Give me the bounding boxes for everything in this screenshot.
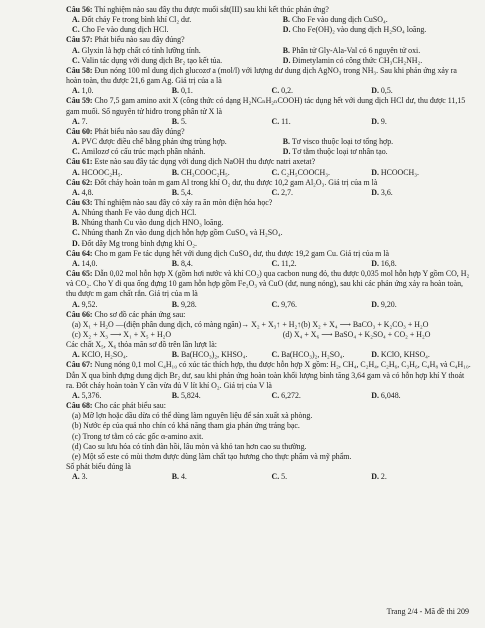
option-a[interactable]: A. HCOOC₂H₅. bbox=[72, 167, 123, 177]
question-block bbox=[66, 178, 471, 198]
option-b[interactable]: B. 8,4. bbox=[171, 258, 193, 268]
option-d[interactable]: D. Cho Fe(OH)₂ vào dung dịch H₂SO₄ loãng. bbox=[282, 25, 427, 35]
answer-options bbox=[66, 350, 471, 360]
question-prompt: Các chất X₅, X₆ thỏa mãn sơ đồ trên lần lượt là: bbox=[66, 340, 217, 350]
question-block bbox=[66, 96, 471, 126]
option-d[interactable]: D. 16,8. bbox=[371, 258, 397, 268]
option-c[interactable]: C. Valin tác dụng với dung dịch Br₂ tạo kết tủa. bbox=[72, 55, 223, 65]
question-block bbox=[66, 66, 471, 96]
question-stem: Câu 59: Cho 7,5 gam amino axit X (công thức có dạng H₂NCₙH₂ₙCOOH) tác dụng hết với dung dịch HCl dư, thu được 11,15 gam muối. Số nguyên tử hiđro trong phân tử X là bbox=[66, 96, 466, 116]
option-a[interactable]: A. Đốt cháy Fe trong bình khí Cl₂ dư. bbox=[72, 15, 192, 25]
question-block bbox=[66, 198, 471, 249]
question-68 bbox=[66, 401, 471, 482]
question-block bbox=[66, 269, 471, 310]
answer-options bbox=[66, 46, 471, 66]
option-a[interactable]: A. 5,376. bbox=[72, 390, 102, 400]
reaction-row bbox=[66, 320, 471, 330]
question-list bbox=[66, 5, 471, 310]
option-d[interactable]: D. 3,6. bbox=[371, 187, 393, 197]
option-b[interactable]: B. Nhúng thanh Cu vào dung dịch HNO₃ loãng. bbox=[72, 218, 224, 228]
reaction-row bbox=[66, 330, 471, 340]
question-66 bbox=[66, 310, 471, 361]
option-c[interactable]: C. 0,2. bbox=[271, 86, 293, 96]
option-c[interactable]: C. C₂H₅COOCH₃. bbox=[271, 167, 330, 177]
answer-options bbox=[66, 168, 471, 178]
question-stem: Câu 67: Nung nóng 0,1 mol C₄H₁₀ có xúc tác thích hợp, thu được hỗn hợp X gồm: H₂, CH₄, C₂H₄, C₂H₆, C₃H₆, C₄H₈ và C₄H₁₀. Dẫn X qua bình đựng dung dịch Br₂ dư, sau khi phản ứng hoàn toàn khối lượng bình tăng 3,64 gam và có hỗn hợp khí Y thoát ra. Đốt cháy hoàn toàn Y cần vừa đủ V lít khí O₂. Giá trị của V là bbox=[66, 360, 471, 390]
option-d[interactable]: D. KClO, KHSO₄. bbox=[371, 350, 430, 360]
answer-options bbox=[66, 86, 471, 96]
reaction-b: (b) X₂ + X₄ ⟶ BaCO₃ + K₂CO₃ + H₂O bbox=[301, 319, 429, 329]
question-block bbox=[66, 5, 471, 35]
question-block bbox=[66, 127, 471, 157]
option-d[interactable]: D. 9,20. bbox=[371, 299, 397, 309]
option-a[interactable]: A. 7. bbox=[72, 116, 88, 126]
answer-options bbox=[66, 188, 471, 198]
option-c[interactable]: C. 11. bbox=[271, 116, 291, 126]
option-a[interactable]: A. 9,52. bbox=[72, 299, 98, 309]
statement-b: (b) Nước ép của quả nho chín có khả năng tham gia phản ứng tráng bạc. bbox=[72, 421, 300, 431]
question-stem: Câu 63: Thí nghiệm nào sau đây có xảy ra ăn mòn điện hóa học? bbox=[66, 197, 273, 207]
statement-c: (c) Trong tơ tằm có các gốc α-amino axit. bbox=[72, 431, 204, 441]
reaction-a: (a) X₁ + H₂O —(điện phân dung dịch, có màng ngăn)→ X₂ + X₃↑ + H₂↑ bbox=[72, 319, 302, 329]
answer-options bbox=[66, 391, 471, 401]
option-b[interactable]: B. Tơ visco thuộc loại tơ tổng hợp. bbox=[282, 137, 394, 147]
option-a[interactable]: A. PVC được điều chế bằng phản ứng trùng hợp. bbox=[72, 137, 227, 147]
option-d[interactable]: D. 2. bbox=[371, 472, 387, 482]
option-b[interactable]: B. Ba(HCO₃)₂, KHSO₄. bbox=[171, 350, 248, 360]
option-d[interactable]: D. 9. bbox=[371, 116, 387, 126]
question-block bbox=[66, 157, 471, 177]
option-a[interactable]: A. 14,0. bbox=[72, 258, 98, 268]
option-c[interactable]: C. Ba(HCO₃)₂, H₂SO₄. bbox=[271, 350, 345, 360]
option-d[interactable]: D. 6,048. bbox=[371, 390, 401, 400]
option-b[interactable]: B. 5. bbox=[171, 116, 187, 126]
option-c[interactable]: C. 6,272. bbox=[271, 390, 301, 400]
question-block bbox=[66, 249, 471, 269]
answer-options bbox=[66, 117, 471, 127]
reaction-d: (d) X₄ + X₆ ⟶ BaSO₄ + K₂SO₄ + CO₂ + H₂O bbox=[282, 330, 431, 339]
option-b[interactable]: B. 5,824. bbox=[171, 390, 201, 400]
statement-a: (a) Mỡ lợn hoặc dầu dừa có thể dùng làm nguyên liệu để sản xuất xà phòng. bbox=[72, 411, 313, 421]
option-c[interactable]: C. 5. bbox=[271, 472, 288, 482]
question-stem: Câu 56: Thí nghiệm nào sau đây thu được muối sắt(III) sau khi kết thúc phản ứng? bbox=[66, 5, 329, 14]
option-a[interactable]: A. 3. bbox=[72, 472, 88, 482]
question-stem: Câu 66: Cho sơ đồ các phản ứng sau: bbox=[66, 309, 186, 319]
answer-options bbox=[66, 259, 471, 269]
option-c[interactable]: C. Nhúng thanh Zn vào dung dịch hỗn hợp gồm CuSO₄ và H₂SO₄. bbox=[72, 228, 283, 238]
option-b[interactable]: B. 0,1. bbox=[171, 86, 193, 96]
question-stem: Câu 65: Dẫn 0,02 mol hỗn hợp X (gồm hơi nước và khí CO₂) qua cacbon nung đỏ, thu được 0,035 mol hỗn hợp Y gồm CO, H₂ và CO₂. Cho Y đi qua ống đựng 10 gam hỗn hợp gồm Fe₂O₃ và CuO (dư, nung nóng), sau khi các phản ứng xảy ra hoàn toàn, thu được m gam chất rắn. Giá trị của m là bbox=[66, 269, 470, 299]
option-b[interactable]: B. Cho Fe vào dung dịch CuSO₄. bbox=[282, 15, 388, 25]
option-a[interactable]: A. Nhúng thanh Fe vào dung dịch HCl. bbox=[72, 208, 197, 218]
question-stem: Câu 62: Đốt cháy hoàn toàn m gam Al trong khí O₂ dư, thu được 10,2 gam Al₂O₃. Giá trị của m là bbox=[66, 177, 378, 187]
option-a[interactable]: A. 4,8. bbox=[72, 187, 94, 197]
answer-options bbox=[66, 15, 471, 35]
question-stem: Câu 58: Đun nóng 100 ml dung dịch glucozơ a (mol/l) với lượng dư dung dịch AgNO₃ trong NH₃. Sau khi phản ứng xảy ra hoàn toàn, thu được 21,6 gam Ag. Giá trị của a là bbox=[66, 65, 457, 86]
option-c[interactable]: C. 11,2. bbox=[271, 258, 297, 268]
option-c[interactable]: C. 9,76. bbox=[271, 299, 297, 309]
option-a[interactable]: A. 1,0. bbox=[72, 86, 94, 96]
question-block bbox=[66, 35, 471, 65]
option-b[interactable]: B. CH₃COOC₂H₅. bbox=[171, 167, 230, 177]
option-d[interactable]: D. Tơ tằm thuộc loại tơ nhân tạo. bbox=[282, 147, 388, 157]
answer-options bbox=[66, 300, 471, 310]
page-footer: Trang 2/4 - Mã đề thi 209 bbox=[386, 607, 469, 616]
option-b[interactable]: B. 4. bbox=[171, 472, 187, 482]
question-67 bbox=[66, 360, 471, 401]
statement-e: (e) Một số este có mùi thơm được dùng làm chất tạo hương cho thực phẩm và mỹ phẩm. bbox=[72, 451, 352, 461]
option-d[interactable]: D. Đimetylamin có công thức CH₃CH₂NH₂. bbox=[282, 55, 423, 65]
option-b[interactable]: B. 9,28. bbox=[171, 299, 197, 309]
option-b[interactable]: B. 5,4. bbox=[171, 187, 193, 197]
option-c[interactable]: C. Cho Fe vào dung dịch HCl. bbox=[72, 25, 169, 35]
option-b[interactable]: B. Phân tử Gly-Ala-Val có 6 nguyên tử oxi. bbox=[282, 45, 421, 55]
question-stem: Câu 61: Este nào sau đây tác dụng với dung dịch NaOH thu được natri axetat? bbox=[66, 157, 316, 167]
option-d[interactable]: D. 0,5. bbox=[371, 86, 393, 96]
reaction-c: (c) X₂ + X₃ ⟶ X₁ + X₅ + H₂O bbox=[72, 330, 172, 339]
question-stem: Câu 68: Cho các phát biểu sau: bbox=[66, 401, 166, 411]
question-stem: Câu 57: Phát biểu nào sau đây đúng? bbox=[66, 35, 185, 45]
question-stem: Câu 60: Phát biểu nào sau đây đúng? bbox=[66, 126, 185, 136]
statement-d: (d) Cao su lưu hóa có tính đàn hồi, lâu mòn và khó tan hơn cao su thường. bbox=[72, 441, 307, 451]
answer-options bbox=[66, 137, 471, 157]
answer-options bbox=[66, 208, 471, 249]
question-prompt: Số phát biểu đúng là bbox=[66, 462, 131, 472]
option-c[interactable]: C. Amilozơ có cấu trúc mạch phân nhánh. bbox=[72, 147, 206, 157]
option-d[interactable]: D. HCOOCH₃. bbox=[371, 167, 419, 177]
option-a[interactable]: A. Glyxin là hợp chất có tính lưỡng tính. bbox=[72, 45, 201, 55]
answer-options bbox=[66, 472, 471, 482]
option-d[interactable]: D. Đốt dây Mg trong bình đựng khí O₂. bbox=[72, 238, 197, 248]
question-stem: Câu 64: Cho m gam Fe tác dụng hết với dung dịch CuSO₄ dư, thu được 19,2 gam Cu. Giá trị của m là bbox=[66, 248, 389, 258]
option-a[interactable]: A. KClO, H₂SO₄. bbox=[72, 350, 128, 360]
option-c[interactable]: C. 2,7. bbox=[271, 187, 293, 197]
